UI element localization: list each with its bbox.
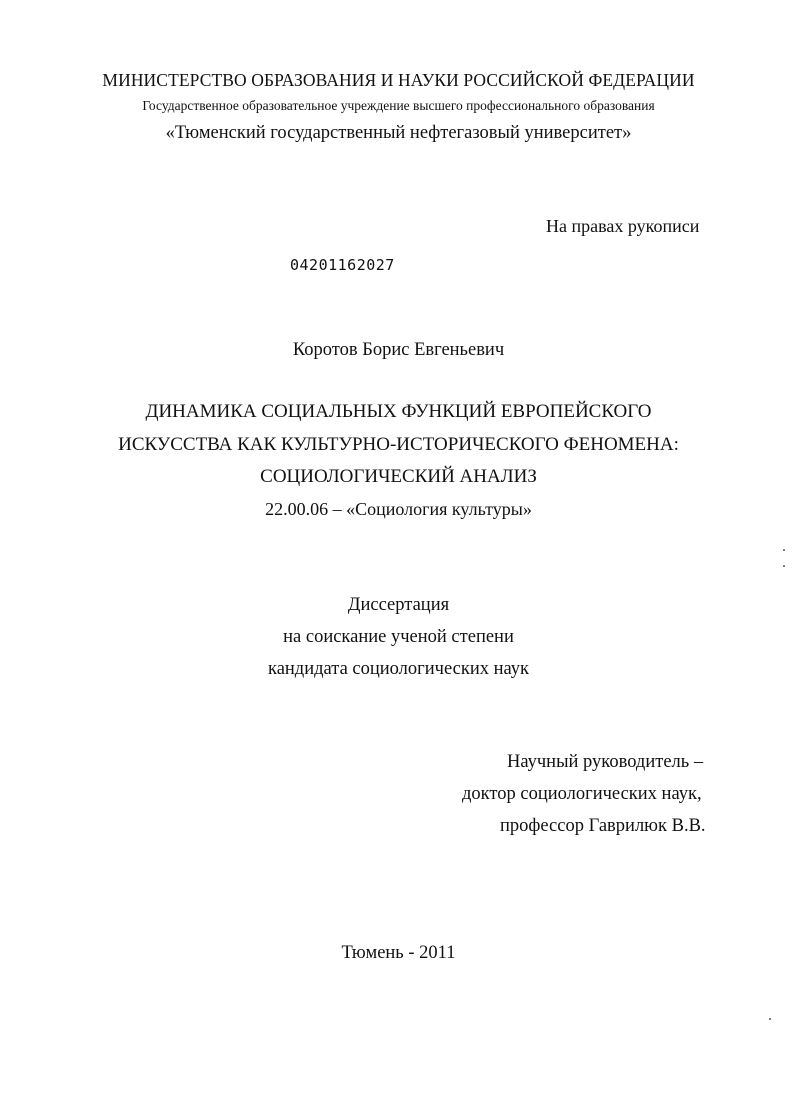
manuscript-rights-note: На правах рукописи [546,216,700,236]
city-year: Тюмень - 2011 [341,943,456,963]
thesis-title-line-1: ДИНАМИКА СОЦИАЛЬНЫХ ФУНКЦИЙ ЕВРОПЕЙСКОГО [145,401,652,422]
scan-speck [769,1018,771,1020]
specialty-code: 22.00.06 – «Социология культуры» [265,499,532,519]
supervisor-degree: доктор социологических наук, [462,784,702,804]
thesis-title-line-2: ИСКУССТВА КАК КУЛЬТУРНО-ИСТОРИЧЕСКОГО ФЕНОМЕНА: [118,434,679,455]
degree-line-1: на соискание ученой степени [283,627,514,647]
ministry-heading: МИНИСТЕРСТВО ОБРАЗОВАНИЯ И НАУКИ РОССИЙСКОЙ ФЕДЕРАЦИИ [102,70,695,90]
institution-type: Государственное образовательное учреждение высшего профессионального образования [142,98,655,113]
degree-line-2: кандидата социологических наук [267,659,530,679]
author-name: Коротов Борис Евгеньевич [292,340,505,360]
document-type: Диссертация [347,595,450,615]
supervisor-label: Научный руководитель – [507,752,704,772]
registration-code: 04201162027 [290,256,395,274]
supervisor-name: профессор Гаврилюк В.В. [500,816,706,836]
thesis-title-line-3: СОЦИОЛОГИЧЕСКИЙ АНАЛИЗ [260,466,537,487]
scan-speck [783,549,785,551]
scan-speck [783,565,785,567]
university-name: «Тюменский государственный нефтегазовый университет» [165,123,632,143]
